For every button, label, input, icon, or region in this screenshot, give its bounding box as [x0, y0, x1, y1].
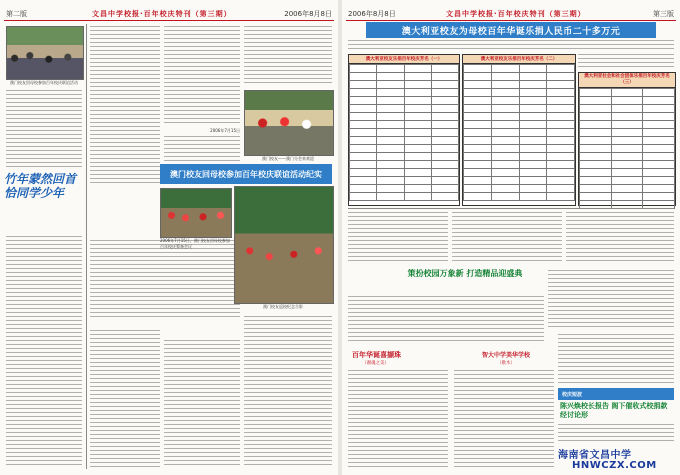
left-col4-text-a: [244, 26, 332, 86]
left-col3-text-c: [164, 340, 240, 468]
auditorium-photo-caption: 澳门校友回母校参加百年校庆联谊活动: [10, 80, 78, 85]
section4-sub: （歌木）: [497, 361, 515, 366]
watermark-chinese: 海南省文昌中学: [558, 450, 632, 461]
left-col3-text-a: [164, 26, 240, 126]
right-page-header: [346, 6, 676, 21]
auditorium-photo: [6, 26, 84, 80]
left-paper-title: 文昌中学校报·百年校庆特刊（第三期）: [92, 10, 232, 18]
section4-text: [454, 370, 554, 468]
left-page-header: [4, 6, 334, 21]
table3-grid: [579, 88, 675, 209]
section3-title: 百年华诞喜撷珠: [352, 351, 401, 359]
headline: 澳大利亚校友为母校百年华诞乐捐人民币二十多万元: [401, 26, 621, 37]
right-page: [342, 0, 680, 475]
table2-title: 澳大利亚校友乐捐百年校庆芳名（二）: [463, 55, 575, 64]
table2-grid: [463, 64, 575, 201]
welcome-photo: [244, 90, 334, 156]
left-page-label: 第二版: [6, 10, 27, 18]
section2-text: [348, 296, 544, 344]
donor-table-2: [462, 54, 576, 206]
section-divider: [348, 208, 674, 209]
report-text-a: [558, 334, 674, 384]
donor-table-1: [348, 54, 460, 206]
donor-table-3: [578, 72, 676, 206]
right-page-date: 2006年8月8日: [348, 10, 396, 18]
section2-title: 策扮校园万象新 打造精品迎盛典: [407, 269, 523, 278]
group-photo: [234, 186, 334, 304]
section3-sub: （谢魂之美）: [362, 361, 389, 366]
right-mid-text-d: [548, 270, 674, 330]
welcome-photo-caption: 澳门校友——澳门分会来欢迎: [262, 156, 314, 161]
meeting-photo: [160, 188, 232, 238]
left-col1-text-b: [6, 236, 82, 466]
right-paper-title: 文昌中学校报·百年校庆特刊（第三期）: [446, 10, 586, 18]
right-mid-text-b: [452, 212, 562, 264]
headline-lede: [348, 40, 674, 52]
left-col2-text-a: [90, 26, 160, 186]
watermark-url: HNWCZX.COM: [572, 460, 657, 471]
left-col4-text-b: [244, 316, 332, 468]
report-title: 陈兴焕校长报告 阁下催收式校捐款经讨论形: [560, 402, 668, 419]
report-text-b: [558, 424, 674, 444]
right-page-label: 第三版: [653, 10, 674, 18]
report-label-banner: [558, 388, 674, 400]
left-page: [0, 0, 338, 475]
right-intro-text: [578, 54, 674, 70]
right-mid-text-c: [566, 212, 674, 264]
section3-text: [348, 370, 448, 468]
feature-title: 竹年蒙然回首 恰同学少年: [4, 172, 77, 200]
report-label: 校庆短波: [562, 391, 583, 398]
left-col1-text-a: [6, 90, 82, 170]
left-col2-text-c: [90, 330, 160, 468]
left-page-date: 2006年8月8日: [284, 10, 332, 18]
group-photo-caption: 澳门校友返校纪念合影: [263, 304, 303, 309]
left-col2-text-b: [90, 240, 240, 320]
right-mid-text-a: [348, 212, 448, 264]
meeting-photo-caption: 2006年7月15日，澳门校友回母校参加百年校庆筹备会议: [160, 238, 230, 249]
feature-subtitle-banner: [160, 164, 332, 184]
table1-title: 澳大利亚校友乐捐百年校庆芳名（一）: [349, 55, 459, 64]
table1-grid: [349, 64, 459, 201]
headline-banner: [366, 22, 656, 38]
date-note: 2006年7月15日: [210, 128, 240, 133]
table3-title: 澳大利亚社会和社会团体乐捐百年校庆芳名（三）: [579, 73, 675, 88]
column-rule: [86, 24, 87, 469]
feature-subtitle: 澳门校友回母校参加百年校庆联谊活动纪实: [170, 169, 322, 179]
section4-title: 智大中学美华学校: [481, 352, 530, 359]
